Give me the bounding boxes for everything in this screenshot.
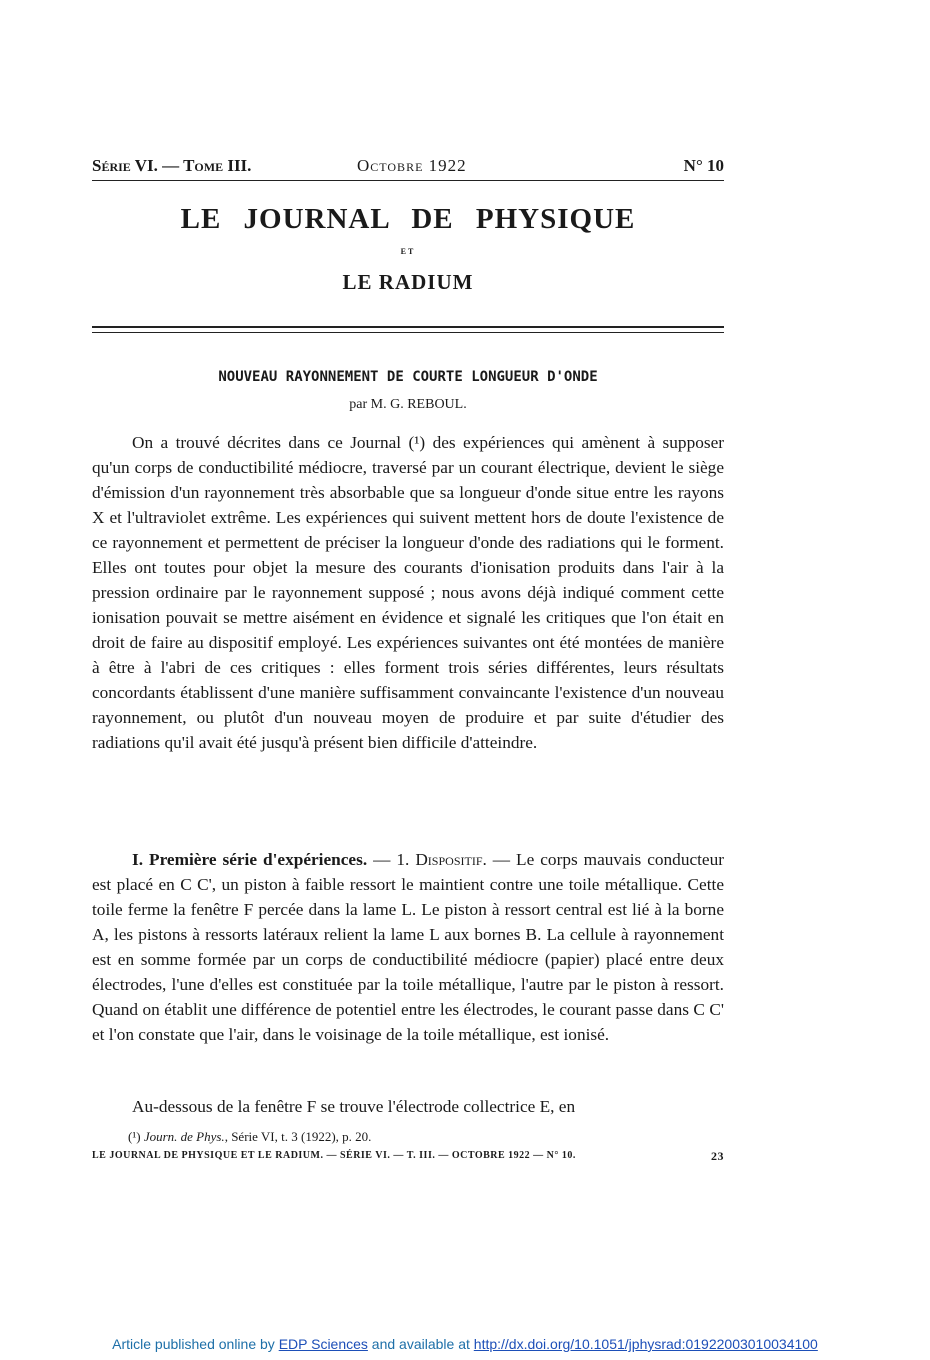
publisher-link[interactable]: EDP Sciences: [278, 1336, 368, 1352]
paragraph-continuation: Au-dessous de la fenêtre F se trouve l'électrode collectrice E, en: [132, 1097, 576, 1116]
journal-subtitle: LE RADIUM: [342, 270, 474, 294]
title-rule-thick: [92, 326, 724, 328]
footer-citation: LE JOURNAL DE PHYSIQUE ET LE RADIUM. — SÉRIE VI. — T. III. — OCTOBRE 1922 — N° 10.: [92, 1150, 576, 1161]
header-rule: [92, 180, 724, 181]
paragraph-dispositif: — Le corps mauvais conducteur est placé en C C', un piston à faible ressort le maintient contre une toile métallique. Cette toile ferme la fenêtre F percée dans la lame L. Le piston à ressort central est lié à la borne A, les pistons à ressorts latéraux relient la lame L aux bornes B. La cellule à rayonnement est en somme formée par un corps de conductibilité médiocre (papier) placé entre deux électrodes, l'une d'elles est constituée par la toile métallique, l'autre par le piston à ressort. Quand on établit une différence de potentiel entre les électrodes, le courant passe dans C C' et l'on constate que l'air, dans le voisinage de la toile métallique, est ionisé.: [92, 850, 725, 1044]
body-section-one: [92, 847, 724, 1047]
running-header: [92, 156, 724, 178]
running-footer: [92, 1150, 724, 1166]
body-section-intro: [92, 430, 724, 755]
page-number: 23: [711, 1149, 724, 1163]
banner-middle: and available at: [367, 1336, 474, 1352]
section-heading: I. Première série d'expériences.: [132, 850, 368, 869]
journal-conjunction: ET: [400, 247, 416, 256]
paragraph-intro: On a trouvé décrites dans ce Journal (¹) des expériences qui amènent à supposer qu'un corps de conductibilité médiocre, traversé par un courant électrique, devient le siège d'émission d'un rayonnement très absorbable que sa longueur d'onde situe entre les rayons X et l'ultraviolet extrême. Les expériences qui suivent mettent hors de doute l'existence de ce rayonnement et permettent de préciser la longueur d'onde des radiations qui le forment. Elles ont toutes pour objet la mesure des courants d'ionisation produits dans l'air à la pression ordinaire par le rayonnement supposé ; nous avons déjà indiqué comment cette ionisation pouvait se mettre aisément en évidence et signalé les critiques que l'on était en droit de faire au dispositif employé. Les expériences suivantes ont été montées de manière à être à l'abri de ces critiques : elles forment trois séries différentes, leurs résultats concordants établissent d'une manière suffisamment convaincante l'existence d'un nouveau rayonnement, ou plutôt d'un nouveau moyen de produire et par suite d'étudier des radiations qu'il avait été jusqu'à présent bien difficile d'atteindre.: [92, 433, 724, 752]
article-title: NOUVEAU RAYONNEMENT DE COURTE LONGUEUR D'ONDE: [218, 369, 598, 385]
doi-link[interactable]: http://dx.doi.org/10.1051/jphysrad:01922003010034100: [473, 1336, 818, 1352]
body-section-continuation: [92, 1094, 724, 1119]
title-rule-thin: [92, 332, 724, 333]
footnote-journal: Journ. de Phys.: [143, 1129, 225, 1144]
series-volume: Série VI. — Tome III.: [92, 156, 252, 175]
issue-date: Octobre 1922: [357, 156, 467, 175]
journal-title: LE JOURNAL DE PHYSIQUE: [180, 203, 636, 235]
section-subnumber: — 1.: [367, 850, 416, 869]
footnote-marker: (¹): [128, 1129, 144, 1144]
subsection-label: Dispositif.: [415, 850, 487, 869]
issue-number: N° 10: [683, 156, 724, 175]
article-author: par M. G. REBOUL.: [349, 397, 467, 412]
footnote-reference: , Série VI, t. 3 (1922), p. 20.: [224, 1129, 372, 1144]
publication-banner: [0, 1336, 930, 1352]
banner-prefix: Article published online by: [112, 1336, 279, 1352]
footnote: [128, 1129, 724, 1145]
paragraph-section-one: [92, 847, 724, 1047]
